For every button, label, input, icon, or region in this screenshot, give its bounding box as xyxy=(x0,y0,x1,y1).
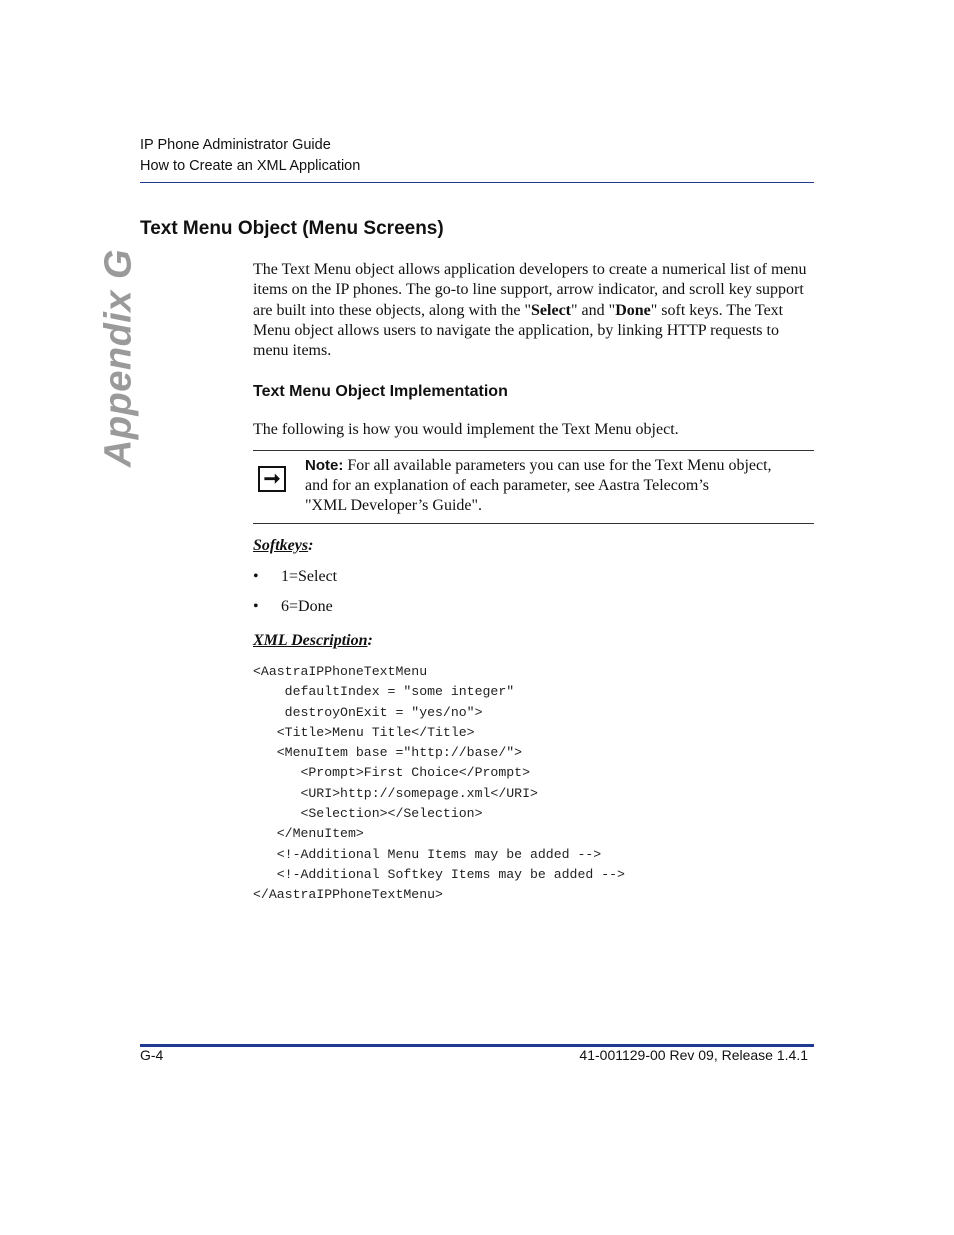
list-item: • 6=Done xyxy=(253,597,337,627)
done-softkey-term: Done xyxy=(615,301,651,319)
implementation-paragraph: The following is how you would implement the Text Menu object. xyxy=(253,421,679,438)
code-line: <Prompt>First Choice</Prompt> xyxy=(253,765,530,781)
note-line-3: "XML Developer’s Guide". xyxy=(305,497,483,514)
section-title: Text Menu Object (Menu Screens) xyxy=(140,218,444,239)
intro-text-1: The Text Menu object allows application developers to create a numerical list of menu items on the IP phones. The go-to line support, arrow indicator, and scroll key support are built into these objects, along with the " xyxy=(253,261,807,319)
page-number: G-4 xyxy=(140,1047,164,1063)
softkeys-heading-text: Softkeys xyxy=(253,537,309,554)
softkeys-list xyxy=(253,567,337,627)
code-line: <Title>Menu Title</Title> xyxy=(253,724,475,740)
list-item: • 1=Select xyxy=(253,567,337,597)
intro-text-3: " soft keys. The Text Menu object allows users to navigate the application, by linking HTTP requests to menu items. xyxy=(253,301,784,360)
code-line: </MenuItem> xyxy=(253,826,364,842)
code-line: <URI>http://somepage.xml</URI> xyxy=(253,785,538,801)
header-guide-title: IP Phone Administrator Guide xyxy=(140,137,331,153)
code-line: <Selection></Selection> xyxy=(253,806,483,822)
header-rule xyxy=(140,182,814,183)
code-line: </AastraIPPhoneTextMenu> xyxy=(253,887,443,903)
code-line: <!-Additional Menu Items may be added --> xyxy=(253,846,602,862)
code-line: <!-Additional Softkey Items may be added --> xyxy=(253,866,625,882)
xml-code-block xyxy=(253,662,625,906)
intro-text-2: " and " xyxy=(571,301,616,319)
note-line-1: For all available parameters you can use for the Text Menu object, xyxy=(343,457,772,474)
softkeys-heading xyxy=(253,537,313,555)
appendix-side-label: Appendix G xyxy=(97,248,140,468)
document-id: 41-001129-00 Rev 09, Release 1.4.1 xyxy=(579,1047,808,1063)
xml-description-heading-colon: : xyxy=(367,632,373,649)
code-line: <MenuItem base ="http://base/"> xyxy=(253,745,523,761)
note-box xyxy=(253,450,814,524)
xml-description-heading xyxy=(253,632,373,650)
code-line: <AastraIPPhoneTextMenu xyxy=(253,664,428,679)
xml-description-heading-text: XML Description xyxy=(253,632,368,649)
code-line: defaultIndex = "some integer" xyxy=(253,684,515,700)
note-label: Note: xyxy=(305,457,344,474)
running-header xyxy=(140,135,814,177)
intro-paragraph xyxy=(253,260,814,361)
select-softkey-term: Select xyxy=(531,301,572,319)
arrow-right-icon: ➞ xyxy=(258,466,286,492)
subsection-title: Text Menu Object Implementation xyxy=(253,383,508,400)
softkeys-heading-colon: : xyxy=(308,537,314,554)
note-line-2: and for an explanation of each parameter, see Aastra Telecom’s xyxy=(305,477,709,494)
header-chapter-title: How to Create an XML Application xyxy=(140,158,361,174)
note-text xyxy=(305,456,814,516)
code-line: destroyOnExit = "yes/no"> xyxy=(253,704,483,720)
